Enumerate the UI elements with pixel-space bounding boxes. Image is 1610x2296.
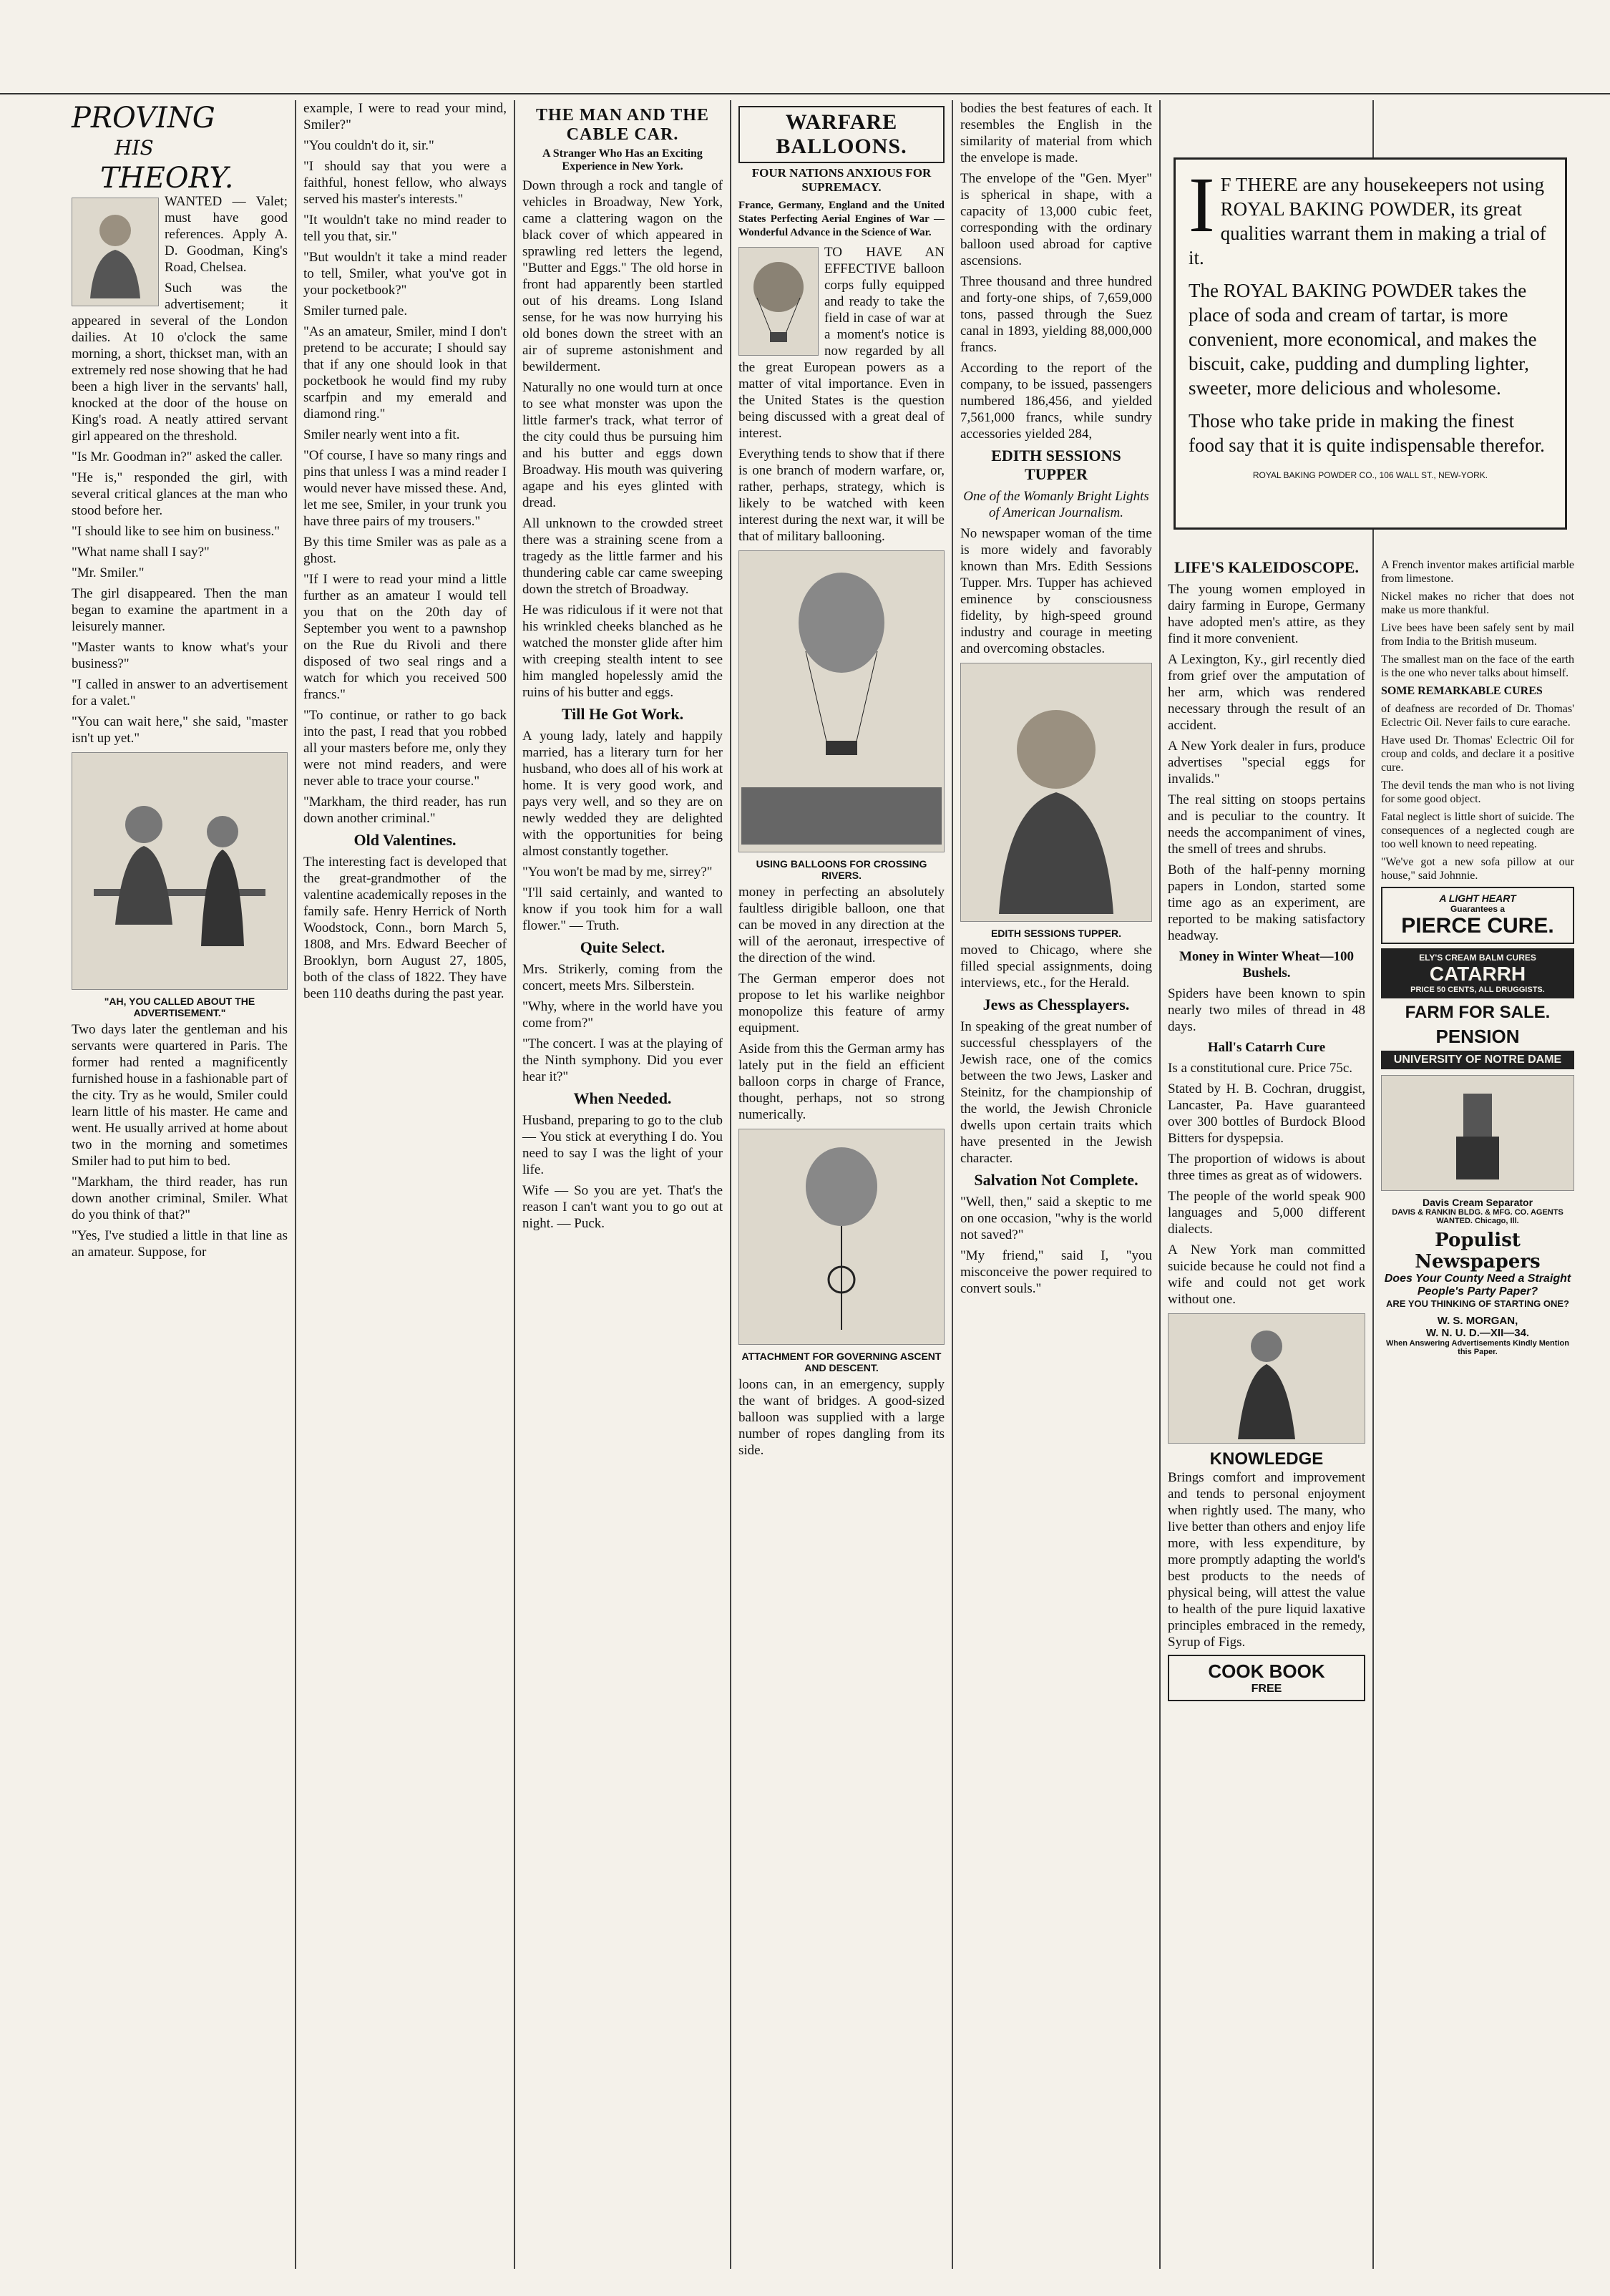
knowledge-woman-illustration [1168, 1313, 1365, 1444]
balloon-attachment-illustration [738, 1129, 945, 1345]
story-title: PROVING HIS THEORY. [72, 102, 234, 195]
cream-separator-illustration [1381, 1075, 1574, 1191]
section-heading: Salvation Not Complete. [974, 1171, 1138, 1189]
pierce-ad: A LIGHT HEART Guarantees a PIERCE CURE. [1381, 887, 1574, 944]
column-4: WARFARE BALLOONS. FOUR NATIONS ANXIOUS FOR SUPREMACY. France, Germany, England and the United States Perfecting Aerial Engines of War — Wonderful Advance in the Science of War. TO HAVE AN EFFECTIVE balloon corps fully equipped and ready to take the field in case of war at a moment's notice is now regarded by all the great European powers as a matter of vital importance. Even in the United States is the question being discussed with a great deal of interest. Everything tends to show that if there is one branch of modern warfare, or, rather, perhaps, strategy, which is likely to be watched with keen interest during the next war, it will be that of military ballooning. USING BALLOONS FOR CROSSING RIVERS. money in perfecting an absolutely faultless dirigible balloon, one that can be moved in any direction at the will of the aeronaut, irrespective of the direction of the wind. The German emperor does not propose to let his warlike neighbor monopolize this feature of army equipment. Aside from this the German army has lately put in the field an efficient balloon corps in charge of France, thought, perhaps, not so strong numerically. ATTACHMENT FOR GOVERNING ASCENT AND DESCENT. loons can, in an emergency, supply the want of bridges. A good-sized balloon was supplied with a large number of ropes dangling from its side. [731, 100, 952, 2269]
section-heading: EDITH SESSIONS TUPPER [991, 447, 1121, 483]
gentleman-at-table-illustration [72, 752, 288, 990]
column-5: bodies the best features of each. It resembles the English in the similarity of material from which the envelope is made. The envelope of the "Gen. Myer" is spherical in shape, with a capacity of 13,000 cubic feet, corresponding with the ordinary balloon used abroad for captive ascensions. Three thousand and three hundred and forty-one ships, of 7,659,000 tons, passed through the Suez canal in 1893, yielding 88,000,000 francs. According to the report of the company, to be issued, passengers numbered 186,456, and yielded 7,561,000 francs, while sundry accessories yielded 284, EDITH SESSIONS TUPPER One of the Womanly Bright Lights of American Journalism. No newspaper woman of the time is more widely and favorably known than Mrs. Edith Sessions Tupper. Mrs. Tupper has achieved eminence by consciousness fidelity, by high-speed ground industry and courage in meeting and overcoming obstacles. EDITH SESSIONS TUPPER. moved to Chicago, where she filled special assignments, doing interviews, etc., for the Herald. Jews as Chessplayers. In speaking of the great number of successful chessplayers of the Jewish race, one of the comics between the two Jews, Lasker and Steinitz, for the championship of the world, the Jewish Chronicle dwells upon certain traits which have presented in the Jewish character. Salvation Not Complete. "Well, then," said a skeptic to me on one occasion, "why is the world not saved?" "My friend," said I, "you misconceive the power required to convert souls." [960, 101, 1152, 1296]
top-rule [0, 93, 1610, 94]
column-7: A French inventor makes artificial marble from limestone. Nickel makes no richer that does not make us more thankful. Live bees have been safely sent by mail from India to the British museum. The smallest man on the face of the earth is the one who never talks about himself. SOME REMARKABLE CURES of deafness are recorded of Dr. Thomas' Eclectric Oil. Never fails to cure earache. Have used Dr. Thomas' Eclectric Oil for croup and colds, and declare it a positive cure. The devil tends the man who is not living for some good object. Fatal neglect is little short of suicide. The consequences of a neglected cough are too well known to need repeating. "We've got a new sofa pillow at our house," said Johnnie. A LIGHT HEART Guarantees a PIERCE CURE. ELY'S CREAM BALM CURES CATARRH PRICE 50 CENTS, ALL DRUGGISTS. FARM FOR SALE. PENSION UNIVERSITY OF NOTRE DAME Davis Cream Separator DAVIS & RANKIN BLDG. & MFG. CO. AGENTS WANTED. Chicago, Ill. Populist Newspapers Does Your County Need a Straight People's Party Paper? ARE YOU THINKING OF STARTING ONE? W. S. MORGAN, W. N. U. D.—XII—34. When Answering Advertisements Kindly Mention this Paper. [1381, 559, 1574, 1356]
balloon-illustration [738, 247, 819, 356]
section-heading: When Needed. [573, 1089, 672, 1107]
catarrh-ad: ELY'S CREAM BALM CURES CATARRH PRICE 50 CENTS, ALL DRUGGISTS. [1381, 948, 1574, 998]
edith-tupper-portrait [960, 663, 1152, 922]
section-heading: LIFE'S KALEIDOSCOPE. [1174, 558, 1359, 576]
section-heading: Old Valentines. [353, 831, 457, 849]
drop-cap: I [1189, 161, 1215, 248]
headline: WARFARE BALLOONS. [738, 106, 945, 163]
column-3: THE MAN AND THE CABLE CAR. A Stranger Who Has an Exciting Experience in New York. Down through a rock and tangle of vehicles in Broadway, New York, came a clattering wagon on the black cover of which appeared in sprawling red letters the legend, "Butter and Eggs." The old horse in front had apparently been startled out of his dreams. Long Island sense, for he was now hurrying his old bones down the street with an air of supreme astonishment and bewilderment. Naturally no one would turn at once to see what monster was upon the little farmer's track, what terror of the city could thus be pursuing him and his butter and eggs down Broadway. His mouth was quivering agape and his eyes glinted with dread. All unknown to the crowded street there was a straining scene from a tragedy as the little farmer and his thundering cable car came sweeping down the stretch of Broadway. He was ridiculous if it were not that his wrinkled cheeks blanched as he watched the monster glide after him with creeping stealth intent to see him mangled hopelessly amid the ruins of his butter and eggs. Till He Got Work. A young lady, lately and happily married, has a literary turn for her husband, who does all of his work at home. It is very good work, and pays very well, and so they are on newly wedded they are delighted with the opportunities for being almost constantly together. "You won't be mad by me, sirrey?" "I'll said certainly, and wanted to know if you took him for a wall flower." — Truth. Quite Select. Mrs. Strikerly, coming from the concert, meets Mrs. Silberstein. "Why, where in the world have you come from?" "The concert. I was at the playing of the Ninth symphony. Did you ever hear it?" When Needed. Husband, preparing to go to the club — You stick at everything I do. You need to say I was the light of your life. Wife — So you are yet. That's the reason I can't want you to go out at night. — Puck. [522, 106, 723, 1231]
subheadline: FOUR NATIONS ANXIOUS FOR SUPREMACY. [751, 166, 932, 194]
subheadline: A Stranger Who Has an Exciting Experience in New York. [542, 147, 703, 172]
pierce-label: PIERCE [1401, 914, 1481, 938]
cook-book-ad: COOK BOOK FREE [1168, 1655, 1365, 1701]
column-6: LIFE'S KALEIDOSCOPE. The young women employed in dairy farming in Europe, Germany have adopted men's attire, as they find it more convenient. A Lexington, Ky., girl recently died from grief over the amputation of her arm, which was rendered necessary through the result of an accident. A New York dealer in furs, produce advertises "special eggs for invalids." The real sitting on stoops pertains and is peculiar to the country. It needs the accompaniment of vines, the smell of trees and shrubs. Both of the half-penny morning papers in London, started some time ago as an experiment, are reported to be making satisfactory headway. Money in Winter Wheat—100 Bushels. Spiders have been known to spin nearly two miles of thread in 48 days. Hall's Catarrh Cure Is a constitutional cure. Price 75c. Stated by H. B. Cochran, druggist, Lancaster, Pa. Have guaranteed over 300 bottles of Burdock Blood Bitters for dyspepsia. The proportion of widows is about three times as great as of widowers. The people of the world speak 900 languages and 5,000 different dialects. A New York man committed suicide because he could not find a wife and could not get work without one. KNOWLEDGE Brings comfort and improvement and tends to personal enjoyment when rightly used. The many, who live better than others and enjoy life more, with less expenditure, by more promptly adapting the world's best products to the needs of physical being, will attest the value to health of the pure liquid laxative principles embraced in the remedy, Syrup of Figs. COOK BOOK FREE [1161, 558, 1372, 2269]
royal-baking-powder-ad: I F THERE are any housekeepers not using ROYAL BAKING POWDER, its great qualities warrant them in making a trial of it. The ROYAL BAKING POWDER takes the place of soda and cream of tartar, is more convenient, more economical, and makes the biscuit, cake, pudding and dumpling lighter, sweeter, more delicious and wholesome. Those who take pride in making the finest food say that it is quite indispensable therefor. ROYAL BAKING POWDER CO., 106 WALL ST., NEW-YORK. [1174, 157, 1567, 530]
section-heading: Quite Select. [580, 938, 665, 956]
column-1: PROVING HIS THEORY. WANTED — Valet; must have good references. Apply A. D. Goodman, King's Road, Chelsea. Such was the advertisement; it appeared in several of the London dailies. At 10 o'clock the same morning, a short, thickset man, with an extremely red nose showing that he had been a high liver in the servants' hall, knocked at the door of the house on King's road. A neatly attired servant girl appeared on the threshold. "Is Mr. Goodman in?" asked the caller. "He is," responded the girl, with several critical glances at the man who stood before her. "I should like to see him on business." "What name shall I say?" "Mr. Smiler." The girl disappeared. Then the man began to examine the apartment in a leisurely manner. "Master wants to know what's your business?" "I called in answer to an advertisement for a valet." "You can wait here," she said, "master isn't up yet." "AH, YOU CALLED ABOUT THE ADVERTISEMENT." Two days later the gentleman and his servants were quartered in Paris. The former had rented a magnificently furnished house in a fashionable part of the city. Try as he would, Smiler could learn little of his master. He came and went. He usually arrived at home about two in the morning and sometimes Smiler had to put him to bed. "Markham, the third reader, has run down another criminal, Smiler. What do you think of that?" "Yes, I've studied a little in that line as an amateur. Suppose, for [72, 102, 288, 1260]
section-heading: Till He Got Work. [561, 705, 684, 723]
cure-label: CURE. [1487, 914, 1554, 938]
column-2: example, I were to read your mind, Smiler?" "You couldn't do it, sir." "I should say that you were a faithful, honest fellow, who always served his master's interests." "It wouldn't take no mind reader to tell you that, sir." "But wouldn't it take a mind reader to tell, Smiler, what you've got in your pocketbook?" Smiler turned pale. "As an amateur, Smiler, mind I don't pretend to be accurate; I should say that if any one should look in that pocketbook he would find my ruby scarfpin and my emerald and diamond ring." Smiler nearly went into a fit. "Of course, I have so many rings and pins that unless I was a mind reader I would never have missed these. And, let me see, Smiler, in your trunk you have three pairs of my trousers." By this time Smiler was as pale as a ghost. "If I were to read your mind a little further as an amateur I would tell you that on the 20th day of September you went to a pawnshop on the Rue du Rivoli and there disposed of two seal rings and a watch for which you received 500 francs." "To continue, or rather to go back into the past, I read that you robbed all your masters before me, only they were not mind readers, and were never able to trace your course." "Markham, the third reader, has run down another criminal." Old Valentines. The interesting fact is developed that the great-grandmother of the valentine academically reposes in the family safe. Henry Herrick of North Woodstock, Conn., born March 5, 1808, and Mrs. Edward Beecher of Brooklyn, born August 27, 1805, both of the class of 1822. They have been 110 deaths during the past year. [303, 101, 507, 1001]
valet-portrait-illustration [72, 198, 159, 306]
section-heading: Jews as Chessplayers. [982, 996, 1130, 1013]
balloon-crossing-river-illustration [738, 550, 945, 852]
headline: THE MAN AND THE CABLE CAR. [536, 106, 709, 144]
